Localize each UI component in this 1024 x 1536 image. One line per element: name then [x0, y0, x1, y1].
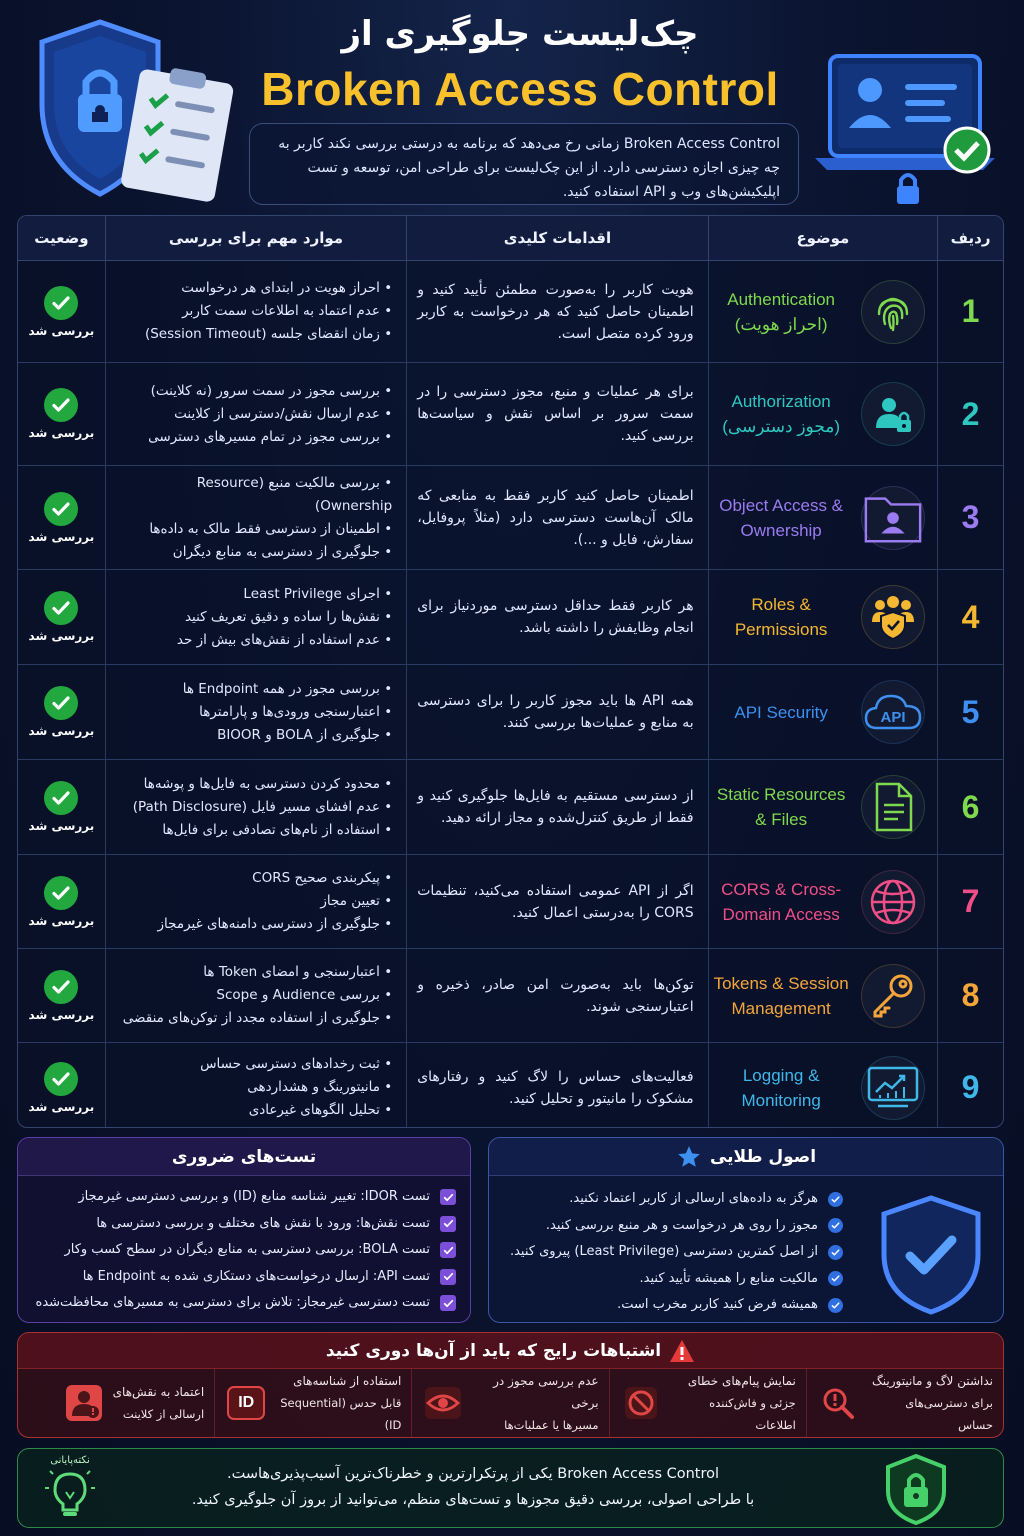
row-checks	[105, 760, 406, 854]
golden-rule-item	[503, 1213, 843, 1240]
status-label: بررسی شد	[28, 1007, 95, 1022]
mistake-item	[18, 1369, 214, 1437]
topic-label-line-1: Roles &	[751, 595, 811, 614]
file-icon	[861, 775, 925, 839]
topic-label-line-2: (مجوز دسترسی)	[722, 417, 841, 436]
golden-rules-box	[488, 1137, 1004, 1323]
topic-label-line-1: Object Access &	[719, 495, 844, 515]
mistake-line-2: برای دسترسی‌های حساس	[905, 1396, 993, 1432]
test-item	[28, 1211, 456, 1238]
row-checks	[105, 363, 406, 465]
test-item-text: تست API: ارسال درخواست‌های دستکاری شده به Endpoint ها	[82, 1268, 430, 1284]
golden-rule-text: از اصل کمترین دسترسی (Least Privilege) پیروی کنید.	[509, 1244, 818, 1259]
check-item: • تعیین مجاز	[158, 890, 393, 913]
row-topic	[708, 1043, 938, 1128]
mistakes-title: اشتباهات رایج که باید از آن‌ها دوری کنید	[325, 1340, 662, 1361]
mistake-line-2: جزئی و فاش‌کننده اطلاعات	[709, 1396, 796, 1432]
topic-label	[711, 389, 851, 439]
check-item: • پیکربندی صحیح CORS	[158, 867, 393, 890]
final-tip	[40, 1455, 100, 1523]
test-item	[28, 1184, 456, 1211]
row-status	[18, 760, 105, 854]
golden-rule-item	[503, 1292, 843, 1319]
tests-list	[18, 1176, 470, 1317]
check-circle-icon	[44, 1062, 78, 1096]
mistake-line-1: نداشتن لاگ و مانیتورینگ	[872, 1374, 993, 1388]
globe-icon	[861, 870, 925, 934]
row-checks	[105, 261, 406, 362]
check-dot-icon	[828, 1245, 843, 1260]
row-action: اطمینان حاصل کنید کاربر فقط به منابعی که مالک آن‌هاست دسترسی دارد (مثلاً پروفایل، سفارش، فایل و ...).	[406, 466, 707, 569]
check-item: • بررسی Audience و Scope	[123, 984, 392, 1007]
check-item: • مانیتورینگ و هشداردهی	[200, 1076, 392, 1099]
topic-label-line-1: Authorization	[731, 392, 831, 411]
header-num: ردیف	[937, 216, 1003, 260]
check-item: • بررسی مالکیت منبع (Resource Ownership)	[116, 472, 392, 518]
topic-label	[711, 782, 851, 832]
golden-title: اصول طلایی	[709, 1146, 817, 1167]
topic-label	[711, 1063, 851, 1113]
folder-user-icon	[861, 486, 925, 550]
checks-list	[145, 277, 392, 346]
mistake-line-2: مسیرها یا عملیات‌ها	[504, 1418, 599, 1432]
row-action: هویت کاربر را به‌صورت مطمئن تأیید کنید و اطمینان حاصل کنید که هر درخواست به کاربر ورود کرده متصل است.	[406, 261, 707, 362]
topic-label-line-1: Tokens & Session	[713, 973, 849, 993]
test-item-text: تست IDOR: تغییر شناسه منابع (ID) و بررسی دسترسی غیرمجاز	[78, 1189, 430, 1204]
row-action: فعالیت‌های حساس را لاگ کنید و رفتارهای مشکوک را مانیتور و تحلیل کنید.	[406, 1043, 707, 1128]
users-shield-icon	[861, 585, 925, 649]
status-label: بررسی شد	[28, 724, 95, 738]
test-item-text: تست نقش‌ها: ورود با نقش های مختلف و بررسی دسترسی ها	[96, 1215, 430, 1231]
golden-rule-item	[503, 1186, 843, 1213]
row-number: 5	[937, 665, 1003, 759]
header-topic: موضوع	[708, 216, 938, 260]
golden-rule-item	[503, 1239, 843, 1266]
table-row	[18, 855, 1003, 949]
mistake-text	[472, 1370, 598, 1436]
table-row	[18, 760, 1003, 855]
header-status: وضعیت	[34, 229, 89, 247]
check-item: • اطمینان از دسترسی فقط مالک به داده‌ها	[116, 518, 392, 541]
row-number: 4	[937, 570, 1003, 664]
topic-label-line-2: Management	[731, 998, 831, 1018]
status-label: بررسی شد	[28, 1099, 95, 1114]
mistake-text	[670, 1370, 796, 1436]
cloud-api-icon	[861, 680, 925, 744]
row-checks	[105, 1043, 406, 1128]
block-icon	[620, 1382, 662, 1424]
page-title-en: Broken Access Control	[261, 63, 779, 115]
shield-lock-clipboard-icon	[30, 14, 240, 204]
table-row	[18, 570, 1003, 665]
topic-label-line-1: Authentication	[727, 289, 836, 309]
checks-list	[148, 380, 392, 449]
status-label: بررسی شد	[28, 819, 95, 833]
check-item: • تحلیل الگوهای غیرعادی	[200, 1099, 392, 1122]
search-warning-icon	[817, 1382, 859, 1424]
mistake-item	[609, 1369, 806, 1437]
table-row	[18, 665, 1003, 760]
check-item: • بررسی مجوز در همه Endpoint ها	[183, 678, 392, 701]
check-item: • نقش‌ها را ساده و دقیق تعریف کنید	[177, 606, 392, 629]
svg-text:API: API	[880, 709, 906, 726]
row-action: از دسترسی مستقیم به فایل‌ها جلوگیری کنید و فقط از طریق کنترل‌شده و مجاز ارائه دهید.	[406, 760, 707, 854]
status-label: بررسی شد	[28, 913, 95, 928]
lightbulb-icon	[45, 1466, 95, 1520]
row-number: 2	[937, 363, 1003, 465]
checkbox-checked-icon	[440, 1242, 456, 1258]
topic-label-line-2: & Files	[755, 810, 808, 829]
row-topic	[708, 570, 938, 664]
mistake-line-1: استفاده از شناسه‌های	[293, 1374, 402, 1388]
topic-label-line-1: Static Resources	[716, 785, 846, 804]
header-checks: موارد مهم برای بررسی	[105, 216, 406, 260]
checks-list	[116, 472, 392, 564]
row-checks	[105, 665, 406, 759]
eye-icon	[422, 1382, 464, 1424]
golden-title-row	[489, 1138, 1003, 1176]
check-item: • عدم ارسال نقش/دسترسی از کلاینت	[148, 403, 392, 426]
row-topic	[708, 949, 938, 1042]
footer-text	[148, 1461, 798, 1513]
check-dot-icon	[828, 1298, 843, 1313]
check-item: • عدم افشای مسیر فایل (Path Disclosure)	[133, 796, 392, 819]
chart-monitor-icon	[861, 1056, 925, 1120]
golden-rule-text: هرگز به داده‌های ارسالی از کاربر اعتماد نکنید.	[569, 1191, 818, 1206]
user-lock-icon	[861, 382, 925, 446]
topic-label	[711, 592, 851, 642]
row-checks	[105, 855, 406, 948]
row-topic	[708, 855, 938, 948]
check-circle-icon	[44, 970, 78, 1004]
user-warning-icon	[63, 1382, 105, 1424]
topic-label-line-2: (احراز هویت)	[734, 314, 828, 334]
row-status	[18, 665, 105, 759]
check-item: • بررسی مجوز در تمام مسیرهای دسترسی	[148, 426, 392, 449]
mistake-item	[411, 1369, 608, 1437]
topic-label	[711, 700, 851, 725]
check-item: • ثبت رخدادهای دسترسی حساس	[200, 1053, 392, 1076]
tests-title: تست‌های ضروری	[18, 1138, 470, 1176]
golden-rule-text: همیشه فرض کنید کاربر مخرب است.	[617, 1297, 818, 1312]
laptop-user-check-icon	[805, 48, 1000, 208]
check-dot-icon	[828, 1271, 843, 1286]
status-label: بررسی شد	[28, 529, 95, 544]
shield-lock-icon	[880, 1453, 952, 1525]
test-item	[28, 1264, 456, 1291]
row-status	[18, 363, 105, 465]
check-circle-icon	[44, 388, 78, 422]
row-topic	[708, 760, 938, 854]
checks-list	[123, 961, 392, 1030]
check-item: • عدم استفاده از نقش‌های بیش از حد	[177, 629, 392, 652]
row-status	[18, 466, 105, 569]
check-item: • جلوگیری از دسترسی به منابع دیگران	[116, 541, 392, 564]
checkbox-checked-icon	[440, 1295, 456, 1311]
fingerprint-icon	[861, 280, 925, 344]
check-dot-icon	[828, 1218, 843, 1233]
topic-label-line-2: Monitoring	[741, 1090, 821, 1110]
topic-label-line-1: CORS & Cross-	[721, 879, 842, 899]
topic-label-line-2: Ownership	[740, 520, 822, 540]
row-status	[18, 1043, 105, 1128]
test-item-text: تست BOLA: بررسی دسترسی به منابع دیگران در سطح کسب وکار	[64, 1242, 430, 1257]
row-number: 1	[937, 261, 1003, 362]
shield-check-icon	[874, 1192, 989, 1317]
footer-line-2: با طراحی اصولی، بررسی دقیق مجوزها و تست‌های منظم، می‌توانید از بروز آن جلوگیری کنید.	[191, 1492, 755, 1508]
test-item	[28, 1237, 456, 1264]
row-checks	[105, 949, 406, 1042]
check-circle-icon	[44, 591, 78, 625]
header-actions: اقدامات کلیدی	[406, 216, 707, 260]
mistake-text	[867, 1370, 993, 1436]
star-icon	[676, 1144, 702, 1170]
check-circle-icon	[44, 686, 78, 720]
golden-rule-text: مالکیت منابع را همیشه تأیید کنید.	[639, 1270, 818, 1286]
mistake-line-2: ارسالی از کلاینت	[122, 1407, 205, 1421]
topic-label-line-2: Domain Access	[722, 904, 840, 924]
test-item-text: تست دسترسی غیرمجاز: تلاش برای دسترسی به مسیرهای محافظت‌شده	[35, 1295, 430, 1310]
check-circle-icon	[44, 492, 78, 526]
row-action: برای هر عملیات و منبع، مجوز دسترسی را در سمت سرور بر اساس نقش و سیاست‌ها بررسی کنید.	[406, 363, 707, 465]
checks-list	[183, 678, 392, 747]
topic-label-line-1: API Security	[734, 702, 828, 722]
footer-line-1: Broken Access Control یکی از پرتکرارترین و خطرناک‌ترین آسیب‌پذیری‌هاست.	[226, 1466, 720, 1482]
check-circle-icon	[44, 781, 78, 815]
row-topic	[708, 466, 938, 569]
check-item: • استفاده از نام‌های تصادفی برای فایل‌ها	[133, 819, 392, 842]
row-topic	[708, 261, 938, 362]
header	[0, 0, 1024, 215]
row-action: اگر از API عمومی استفاده می‌کنید، تنظیمات CORS را به‌درستی اعمال کنید.	[406, 855, 707, 948]
mistake-line-1: عدم بررسی مجوز در برخی	[493, 1374, 599, 1410]
topic-label-line-1: Logging &	[742, 1065, 820, 1085]
golden-rule-text: مجوز را روی هر درخواست و هر منبع بررسی کنید.	[545, 1217, 818, 1233]
check-item: • عدم اعتماد به اطلاعات سمت کاربر	[145, 300, 392, 323]
check-item: • محدود کردن دسترسی به فایل‌ها و پوشه‌ها	[133, 773, 392, 796]
warning-icon	[669, 1339, 695, 1363]
check-item: • جلوگیری از استفاده مجدد از توکن‌های منقضی	[123, 1007, 392, 1030]
check-item: • جلوگیری از BOLA و BIOOR	[183, 724, 392, 747]
check-item: • جلوگیری از دسترسی دامنه‌های غیرمجاز	[158, 913, 393, 936]
topic-label	[711, 493, 851, 543]
id-icon	[225, 1382, 267, 1424]
footer-box	[17, 1448, 1004, 1528]
table-row	[18, 1043, 1003, 1128]
row-checks	[105, 570, 406, 664]
key-icon	[861, 964, 925, 1028]
row-action: همه API ها باید مجوز کاربر را برای دسترسی به منابع و عملیات‌ها بررسی کنند.	[406, 665, 707, 759]
row-number: 7	[937, 855, 1003, 948]
tests-box	[17, 1137, 471, 1323]
golden-list	[503, 1186, 843, 1319]
final-tip-label: نکته‌پایانی	[50, 1455, 90, 1466]
row-number: 6	[937, 760, 1003, 854]
row-status	[18, 949, 105, 1042]
checklist-table	[17, 215, 1004, 1128]
table-row	[18, 363, 1003, 466]
topic-label-line-2: Permissions	[734, 620, 828, 639]
row-status	[18, 570, 105, 664]
checks-list	[158, 867, 393, 936]
check-item: • اعتبارسنجی ورودی‌ها و پارامترها	[183, 701, 392, 724]
row-status	[18, 855, 105, 948]
row-number: 3	[937, 466, 1003, 569]
table-header	[18, 216, 1003, 261]
mistake-text	[113, 1381, 205, 1425]
page-title-fa: چک‌لیست جلوگیری از	[341, 14, 699, 54]
checks-list	[177, 583, 392, 652]
checkbox-checked-icon	[440, 1189, 456, 1205]
checkbox-checked-icon	[440, 1269, 456, 1285]
check-item: • اعتبارسنجی و امضای Token ها	[123, 961, 392, 984]
table-body	[18, 261, 1003, 1128]
status-label: بررسی شد	[28, 323, 95, 338]
mistake-item	[806, 1369, 1003, 1437]
mistakes-box	[17, 1332, 1004, 1438]
status-label: بررسی شد	[28, 629, 95, 643]
golden-rule-item	[503, 1266, 843, 1293]
intro-text: Broken Access Control زمانی رخ می‌دهد که برنامه به درستی بررسی نکند کاربر به چه چیزی اجازه دسترسی دارد. از این چک‌لیست برای طراحی امن، توسعه و تست اپلیکیشن‌های وب و API استفاده کنید.	[249, 123, 799, 205]
check-item: • احراز هویت در ابتدای هر درخواست	[145, 277, 392, 300]
test-item	[28, 1290, 456, 1317]
table-row	[18, 949, 1003, 1043]
check-item: • زمان انقضای جلسه (Session Timeout)	[145, 323, 392, 346]
row-topic	[708, 665, 938, 759]
check-dot-icon	[828, 1192, 843, 1207]
mistake-line-1: اعتماد به نقش‌های	[112, 1385, 205, 1399]
topic-label	[711, 971, 851, 1021]
checks-list	[200, 1053, 392, 1122]
mistakes-title-row	[18, 1333, 1003, 1369]
mistakes-row	[18, 1369, 1003, 1437]
mistake-item	[214, 1369, 411, 1437]
row-topic	[708, 363, 938, 465]
checkbox-checked-icon	[440, 1216, 456, 1232]
mistake-line-2: قابل حدس (Sequential ID)	[280, 1396, 402, 1432]
topic-label	[711, 287, 851, 337]
row-number: 8	[937, 949, 1003, 1042]
row-action: هر کاربر فقط حداقل دسترسی موردنیاز برای انجام وظایفش را داشته باشد.	[406, 570, 707, 664]
check-item: • اجرای Least Privilege	[177, 583, 392, 606]
topic-label	[711, 877, 851, 927]
row-status	[18, 261, 105, 362]
table-row	[18, 261, 1003, 363]
mistake-text	[275, 1370, 401, 1436]
row-number: 9	[937, 1043, 1003, 1128]
row-action: توکن‌ها باید به‌صورت امن صادر، ذخیره و اعتبارسنجی شوند.	[406, 949, 707, 1042]
checks-list	[133, 773, 392, 842]
status-label: بررسی شد	[28, 426, 95, 440]
table-row	[18, 466, 1003, 570]
check-item: • بررسی مجوز در سمت سرور (نه کلاینت)	[148, 380, 392, 403]
row-checks	[105, 466, 406, 569]
id-badge-text: ID	[238, 1394, 255, 1411]
check-circle-icon	[44, 876, 78, 910]
check-circle-icon	[44, 286, 78, 320]
mistake-line-1: نمایش پیام‌های خطای	[687, 1374, 796, 1388]
